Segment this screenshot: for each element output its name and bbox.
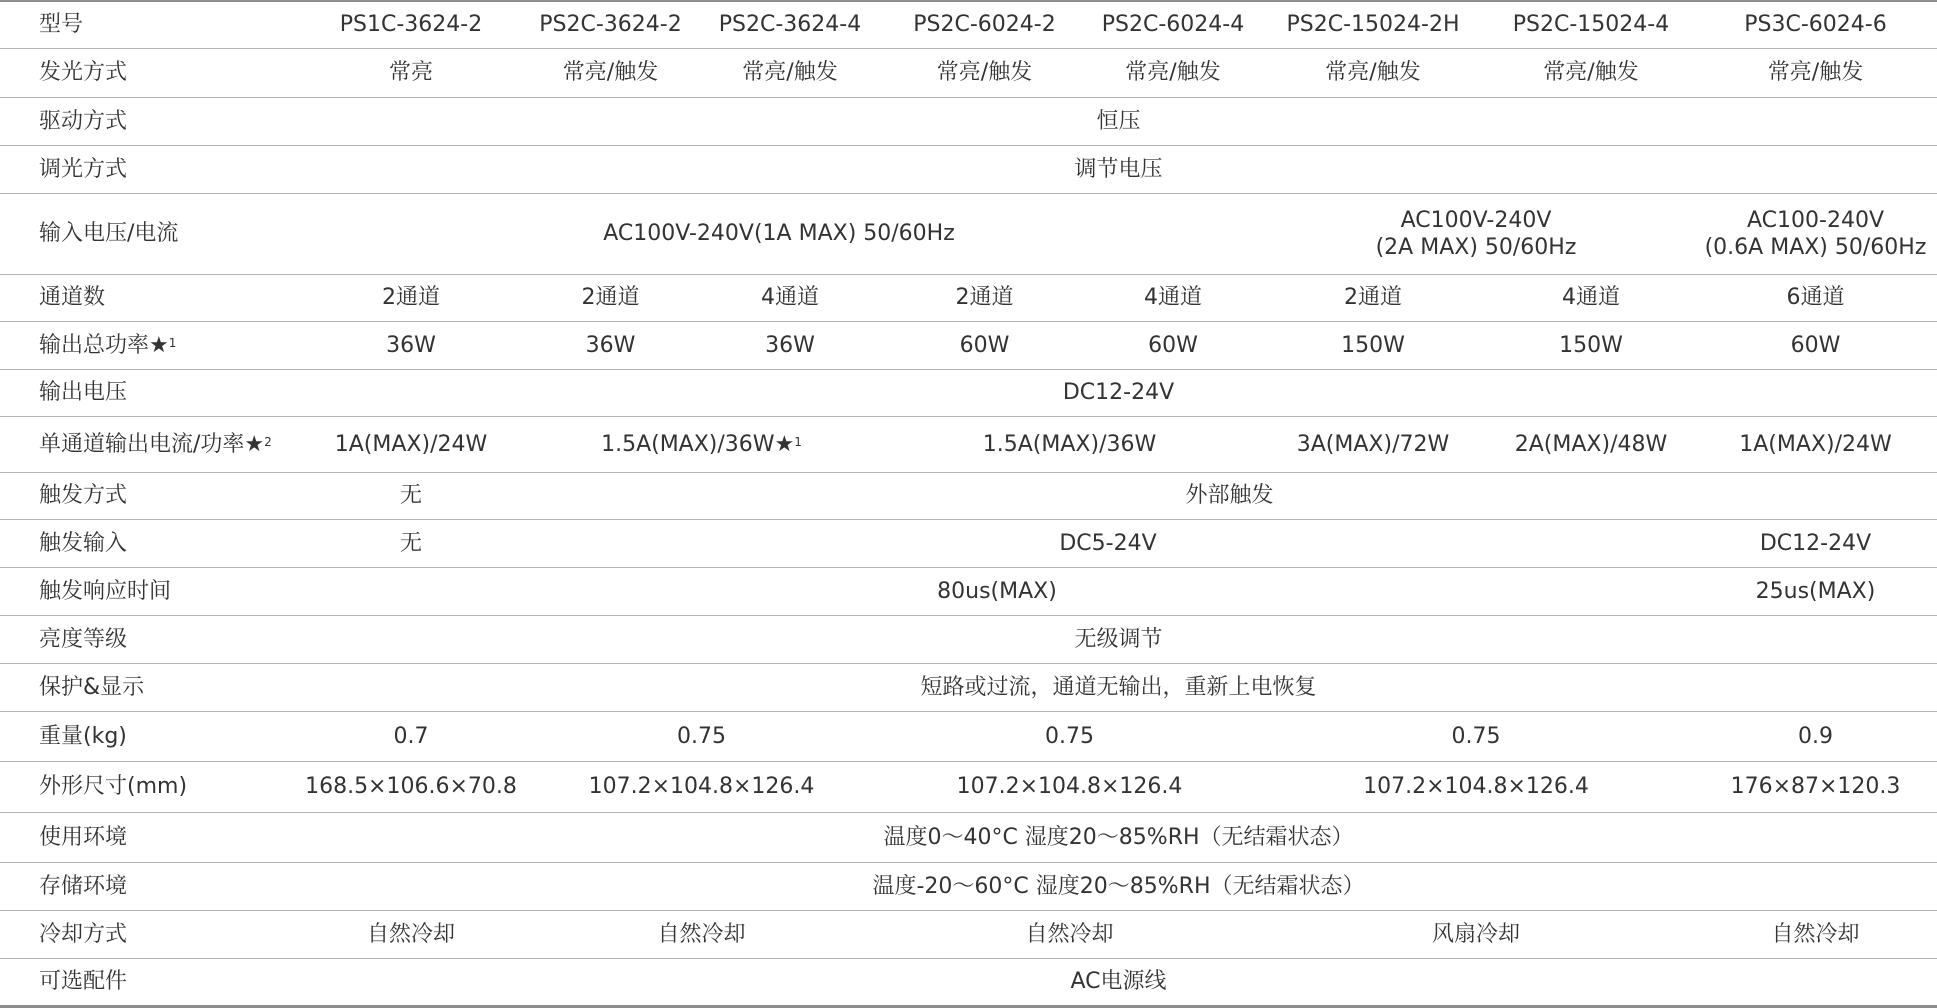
spec-value-cell (1258, 48, 1488, 97)
spec-value-cell (1694, 910, 1937, 958)
spec-label-text: 触发输入 (39, 530, 128, 556)
spec-label-text: 存储环境 (39, 873, 128, 899)
spec-row-label (0, 48, 300, 97)
spec-value-text: AC100V-240V(1A MAX) 50/60Hz (603, 221, 955, 246)
footnote-star-icon: ★ (774, 431, 795, 457)
spec-value-cell (300, 761, 522, 812)
spec-value-cell (522, 416, 881, 472)
spec-row-label (0, 812, 300, 862)
spec-value-cell (1258, 910, 1694, 958)
spec-value-text: 常亮/触发 (1325, 60, 1421, 85)
spec-value-text: 60W (959, 332, 1010, 358)
spec-value-cell (881, 761, 1258, 812)
spec-label-text: 使用环境 (39, 824, 128, 850)
spec-label-text: 通道数 (39, 285, 106, 310)
spec-row-label (0, 1, 300, 48)
spec-value-cell (522, 1, 699, 48)
spec-label-text: 重量(kg) (39, 723, 127, 749)
spec-value-text: PS2C-15024-4 (1512, 12, 1670, 38)
spec-value-text: 107.2×104.8×126.4 (588, 774, 815, 799)
spec-value-text: 0.75 (1451, 723, 1501, 749)
spec-value-cell (881, 48, 1088, 97)
spec-label-text: 型号 (39, 12, 84, 38)
spec-value-text: 168.5×106.6×70.8 (305, 774, 517, 799)
spec-value-cell (1258, 274, 1488, 321)
spec-row-label (0, 663, 300, 711)
spec-value-cell (1694, 519, 1937, 567)
spec-value-cell (1694, 48, 1937, 97)
spec-row-label (0, 472, 300, 519)
spec-value-text: PS2C-15024-2H (1286, 12, 1460, 38)
spec-value-text: 60W (1148, 332, 1198, 358)
spec-value-text: 150W (1559, 332, 1623, 358)
spec-row (0, 615, 1937, 663)
spec-value-cell (300, 663, 1937, 711)
spec-row (0, 958, 1937, 1006)
spec-row-label (0, 711, 300, 761)
spec-row (0, 862, 1937, 910)
spec-value-text: 自然冷却 (366, 921, 455, 947)
spec-value-cell (1694, 416, 1937, 472)
spec-value-text: 1.5A(MAX)/36W (601, 431, 775, 457)
spec-row-label (0, 567, 300, 615)
spec-value-cell (699, 321, 881, 369)
spec-value-cell (522, 48, 699, 97)
spec-value-cell (300, 519, 522, 567)
spec-row (0, 711, 1937, 761)
spec-value-text: 25us(MAX) (1755, 578, 1876, 604)
spec-value-cell (300, 321, 522, 369)
spec-value-cell (881, 1, 1088, 48)
spec-value-cell (1088, 274, 1258, 321)
spec-value-text: 107.2×104.8×126.4 (1363, 774, 1589, 799)
spec-row (0, 321, 1937, 369)
spec-value-cell (300, 958, 1937, 1006)
spec-value-text: 0.75 (677, 723, 726, 749)
spec-value-cell (300, 567, 1694, 615)
spec-value-cell (881, 274, 1088, 321)
spec-row (0, 1, 1937, 48)
spec-label-text: 外形尺寸(mm) (39, 774, 188, 799)
spec-label-text: 保护&显示 (39, 674, 145, 700)
spec-row (0, 812, 1937, 862)
spec-row-label (0, 615, 300, 663)
spec-value-text: 温度-20～60°C 湿度20～85%RH（无结霜状态） (872, 873, 1365, 899)
spec-value-cell (300, 145, 1937, 193)
spec-value-text: 2通道 (1344, 285, 1402, 310)
spec-value-cell (1694, 1, 1937, 48)
spec-label-text: 亮度等级 (39, 626, 128, 652)
spec-value-cell (300, 193, 1258, 274)
spec-value-text: 常亮/触发 (1767, 60, 1864, 85)
spec-row-label (0, 910, 300, 958)
spec-row-label (0, 193, 300, 274)
spec-row-label (0, 761, 300, 812)
spec-value-text: 2通道 (581, 285, 640, 310)
spec-value-text: DC12-24V (1759, 530, 1872, 556)
spec-value-text: 风扇冷却 (1431, 921, 1520, 947)
spec-value-cell (1258, 416, 1488, 472)
spec-value-cell (1694, 711, 1937, 761)
spec-value-line: AC100V-240V (1400, 207, 1552, 233)
spec-value-text: 36W (386, 332, 436, 358)
spec-label-text: 调光方式 (39, 156, 128, 182)
spec-value-line: (2A MAX) 50/60Hz (1375, 234, 1577, 260)
spec-label-text: 驱动方式 (39, 108, 128, 134)
spec-value-cell (1258, 711, 1694, 761)
spec-value-cell (300, 48, 522, 97)
spec-value-text: 常亮/触发 (1125, 60, 1221, 85)
spec-value-text: 恒压 (1096, 108, 1141, 134)
spec-value-text: 自然冷却 (1025, 921, 1114, 947)
spec-row-label (0, 369, 300, 416)
spec-value-text: 1.5A(MAX)/36W (982, 431, 1157, 457)
spec-value-text: PS3C-6024-6 (1744, 12, 1887, 38)
spec-value-cell (1694, 274, 1937, 321)
spec-value-text: PS2C-3624-2 (539, 12, 682, 38)
spec-value-cell (1488, 48, 1694, 97)
spec-row (0, 48, 1937, 97)
spec-value-text: 176×87×120.3 (1730, 774, 1901, 799)
spec-value-text: 外部触发 (1185, 483, 1274, 508)
spec-value-text: 1A(MAX)/24W (334, 431, 488, 457)
spec-value-text: 80us(MAX) (937, 578, 1057, 604)
spec-label-text: 发光方式 (39, 60, 128, 85)
spec-value-text: 无 (399, 530, 422, 556)
spec-value-text: 0.9 (1798, 723, 1833, 749)
spec-value-cell (1258, 193, 1694, 274)
spec-value-text: 107.2×104.8×126.4 (956, 774, 1183, 799)
spec-row (0, 97, 1937, 145)
spec-value-line: AC100-240V (1747, 207, 1884, 233)
spec-value-cell (522, 711, 881, 761)
spec-value-cell (1488, 416, 1694, 472)
spec-value-text: 温度0～40°C 湿度20～85%RH（无结霜状态） (883, 824, 1354, 850)
spec-value-line: (0.6A MAX) 50/60Hz (1704, 234, 1927, 260)
spec-value-cell (699, 1, 881, 48)
spec-row (0, 663, 1937, 711)
spec-value-text: 常亮/触发 (742, 60, 838, 85)
spec-row (0, 910, 1937, 958)
spec-value-cell (1694, 567, 1937, 615)
spec-value-cell (522, 519, 1694, 567)
spec-row (0, 274, 1937, 321)
spec-value-cell (300, 812, 1937, 862)
spec-value-cell (522, 472, 1937, 519)
spec-value-text: 2通道 (382, 285, 440, 310)
spec-value-text: 自然冷却 (657, 921, 746, 947)
spec-row-label (0, 145, 300, 193)
spec-value-text: 150W (1341, 332, 1405, 358)
spec-value-cell (1694, 193, 1937, 274)
spec-label-text: 输出电压 (39, 380, 128, 405)
spec-value-cell (522, 321, 699, 369)
spec-value-text: 2A(MAX)/48W (1514, 431, 1668, 457)
spec-value-text: 4通道 (761, 285, 819, 310)
spec-value-text: DC5-24V (1059, 530, 1157, 556)
spec-value-text: 3A(MAX)/72W (1296, 431, 1450, 457)
spec-value-cell (522, 761, 881, 812)
spec-value-cell (881, 321, 1088, 369)
spec-value-text: 0.7 (393, 723, 429, 749)
spec-value-cell (881, 711, 1258, 761)
spec-value-text: 常亮/触发 (936, 60, 1033, 85)
spec-value-cell (522, 274, 699, 321)
spec-label-text: 触发方式 (39, 483, 128, 508)
spec-row (0, 369, 1937, 416)
spec-row-label (0, 274, 300, 321)
spec-value-cell (1258, 1, 1488, 48)
spec-value-text: 60W (1790, 332, 1841, 358)
spec-value-text: 调节电压 (1074, 156, 1163, 182)
spec-value-text: 2通道 (955, 285, 1014, 310)
spec-value-cell (522, 910, 881, 958)
spec-value-text: 自然冷却 (1771, 921, 1860, 947)
spec-row-label (0, 97, 300, 145)
spec-row-label (0, 321, 300, 369)
spec-value-text: PS2C-3624-4 (718, 12, 862, 38)
spec-value-cell (1488, 1, 1694, 48)
spec-value-text: 1A(MAX)/24W (1739, 431, 1892, 457)
spec-row (0, 761, 1937, 812)
spec-value-cell (1088, 321, 1258, 369)
spec-value-cell (1088, 1, 1258, 48)
spec-value-text: 4通道 (1562, 285, 1620, 310)
spec-value-cell (300, 711, 522, 761)
spec-value-text: AC电源线 (1070, 969, 1167, 994)
spec-table-body (0, 1, 1937, 1006)
footnote-star-icon: ★ (149, 332, 169, 358)
spec-value-text: PS2C-6024-4 (1101, 12, 1245, 38)
spec-value-text: PS2C-6024-2 (913, 12, 1056, 38)
spec-value-cell (881, 416, 1258, 472)
spec-value-cell (699, 48, 881, 97)
spec-row (0, 472, 1937, 519)
spec-value-cell (300, 910, 522, 958)
spec-row (0, 193, 1937, 274)
spec-row (0, 567, 1937, 615)
footnote-number: 1 (794, 434, 802, 449)
spec-value-text: 0.75 (1045, 723, 1094, 749)
spec-value-text: 常亮/触发 (562, 60, 659, 85)
spec-value-cell (300, 274, 522, 321)
spec-value-text: 6通道 (1786, 285, 1845, 310)
spec-value-cell (1488, 274, 1694, 321)
spec-value-text: PS1C-3624-2 (339, 12, 483, 38)
spec-value-cell (1694, 761, 1937, 812)
spec-label-text: 输出总功率 (39, 332, 150, 358)
spec-value-cell (699, 274, 881, 321)
spec-value-cell (300, 97, 1937, 145)
spec-value-text: 无级调节 (1074, 626, 1163, 652)
spec-value-text: DC12-24V (1062, 380, 1175, 405)
spec-value-cell (300, 472, 522, 519)
spec-row (0, 519, 1937, 567)
footnote-number: 2 (264, 434, 272, 449)
spec-value-cell (300, 416, 522, 472)
spec-value-cell (1488, 321, 1694, 369)
spec-value-cell (300, 862, 1937, 910)
spec-label-text: 冷却方式 (39, 921, 128, 947)
spec-value-text: 无 (399, 483, 422, 508)
spec-value-cell (300, 1, 522, 48)
spec-row-label (0, 519, 300, 567)
spec-value-text: 常亮 (388, 60, 433, 85)
spec-value-text: 36W (765, 332, 815, 358)
spec-value-cell (881, 910, 1258, 958)
spec-value-cell (1258, 321, 1488, 369)
spec-row-label (0, 958, 300, 1006)
spec-row-label (0, 862, 300, 910)
spec-value-text: 短路或过流，通道无输出，重新上电恢复 (920, 674, 1317, 700)
footnote-number: 1 (168, 335, 177, 350)
spec-value-text: 常亮/触发 (1543, 60, 1639, 85)
spec-label-text: 触发响应时间 (39, 578, 172, 604)
spec-value-cell (1694, 321, 1937, 369)
spec-label-text: 单通道输出电流/功率 (39, 431, 245, 457)
spec-value-cell (1258, 761, 1694, 812)
spec-value-cell (1088, 48, 1258, 97)
spec-value-text: 36W (585, 332, 636, 358)
spec-row-label (0, 416, 300, 472)
spec-label-text: 输入电压/电流 (39, 221, 179, 246)
spec-label-text: 可选配件 (39, 969, 128, 994)
spec-value-cell (300, 369, 1937, 416)
footnote-star-icon: ★ (244, 431, 265, 457)
spec-row (0, 145, 1937, 193)
spec-value-cell (300, 615, 1937, 663)
spec-row (0, 416, 1937, 472)
spec-value-text: 4通道 (1144, 285, 1202, 310)
